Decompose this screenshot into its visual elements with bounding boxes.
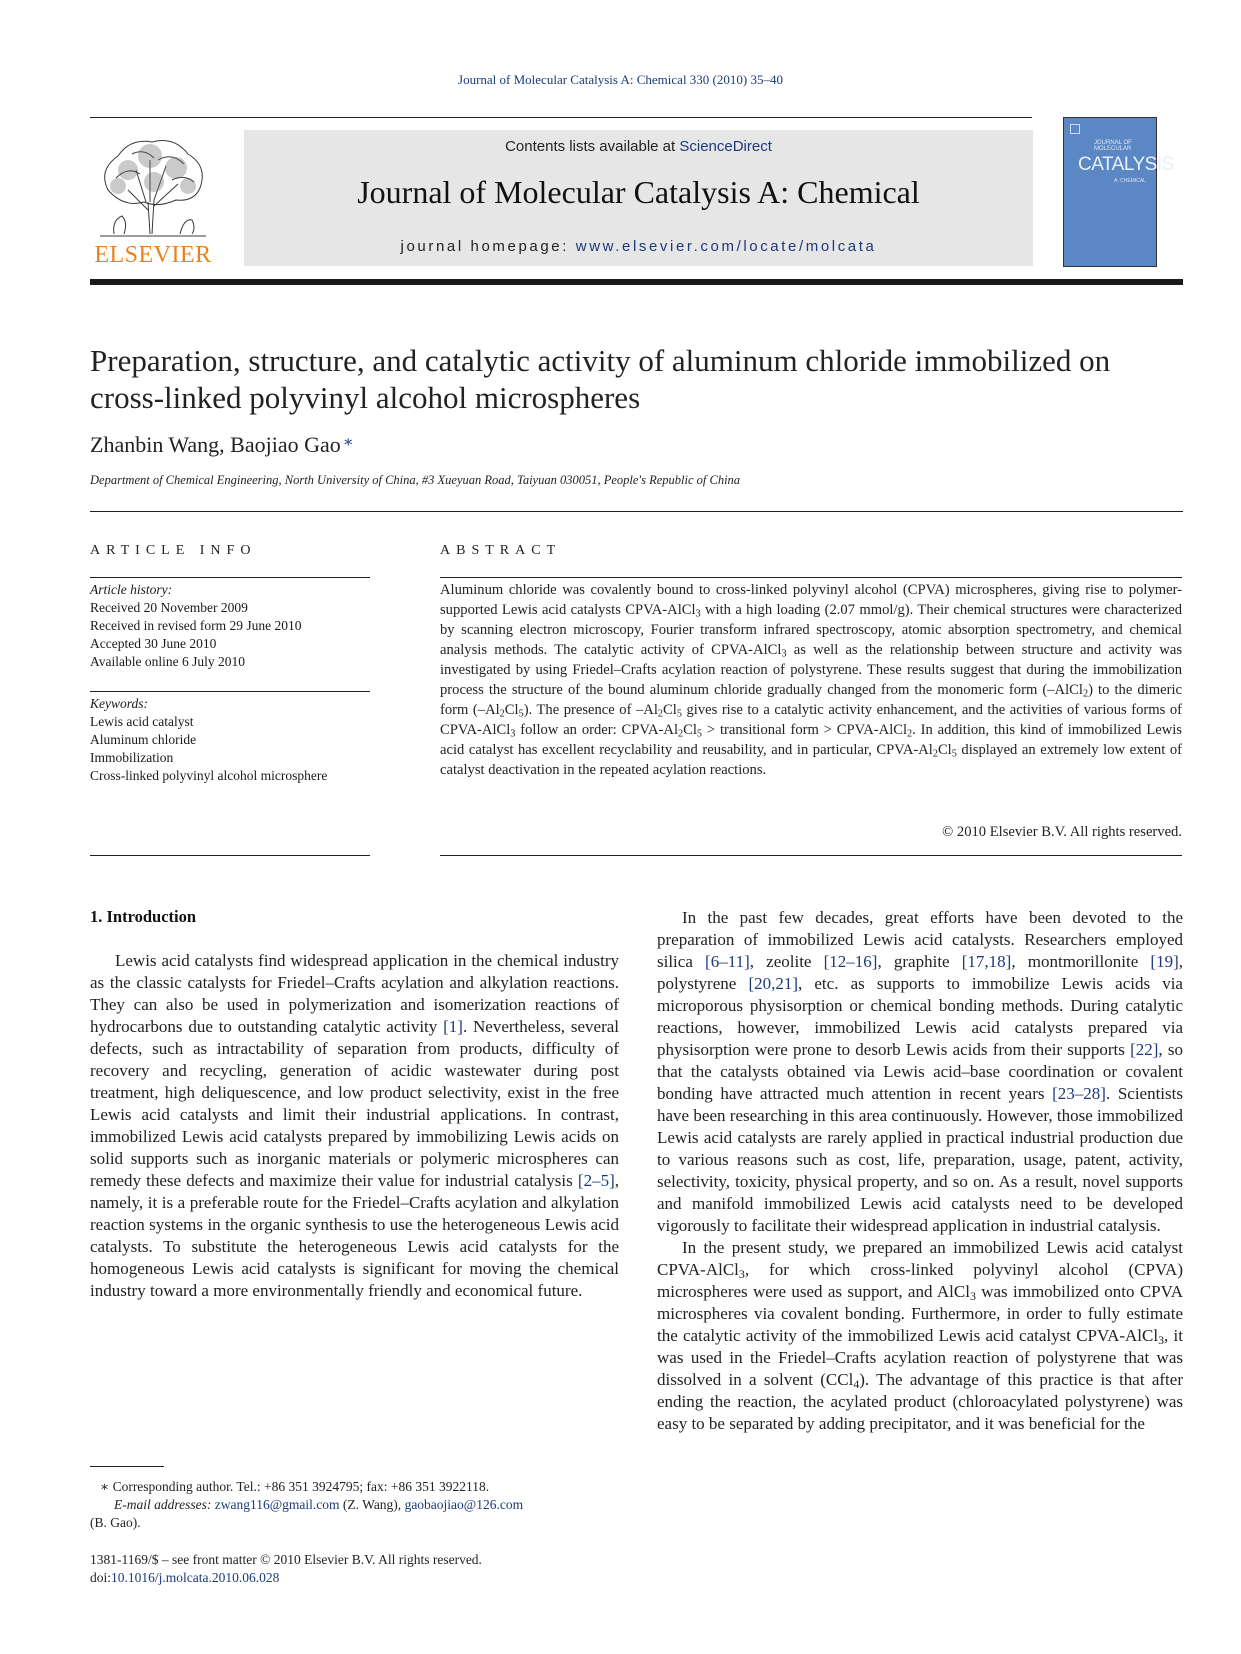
footnote-rule (90, 1466, 164, 1467)
journal-banner (244, 130, 1033, 266)
intro-paragraph-3 (657, 1237, 1183, 1435)
citation-link[interactable]: [1] (443, 1017, 463, 1036)
abstract-copyright: © 2010 Elsevier B.V. All rights reserved. (942, 824, 1182, 840)
intro-paragraph-1 (90, 950, 619, 1302)
abstract-rule (440, 577, 1182, 578)
abstract-fragment: ). The presence of –Al (523, 702, 658, 718)
footnote-line-1 (90, 1478, 630, 1496)
article-title: Preparation, structure, and catalytic activity of aluminum chloride immobilized on cross-linked polyvinyl alcohol microspheres (90, 343, 1111, 415)
doi-line (90, 1569, 630, 1587)
subscript: 3 (738, 1266, 745, 1281)
abstract-fragment: Cl (683, 722, 697, 738)
journal-title: Journal of Molecular Catalysis A: Chemical (357, 174, 920, 210)
abstract-fragment: ) to the dimeric form (–Al (440, 682, 1183, 718)
text-fragment: , polystyrene (657, 952, 1183, 993)
text-fragment: Lewis acid catalysts find widespread application in the chemical industry as the classic catalysts for Friedel–Crafts acylation and alkylation reactions. They can also be used in polymerization and isomerization reactions of hydrocarbons due to outstanding catalytic activity (90, 951, 619, 1036)
footnote-contact: Corresponding author. Tel.: +86 351 3924795; fax: +86 351 3922118. (109, 1479, 490, 1494)
footnote-line-3: (B. Gao). (90, 1515, 141, 1530)
text-fragment: , it was used in the Friedel–Crafts acylation reaction of polystyrene that was dissolved in a solvent (CCl (657, 1326, 1183, 1389)
abstract-fragment: Cl (504, 702, 519, 718)
homepage-line (244, 238, 1033, 255)
history-label: Article history: (90, 582, 173, 597)
cover-line1: JOURNAL OF MOLECULAR (1094, 140, 1132, 152)
doi-link[interactable]: 10.1016/j.molcata.2010.06.028 (111, 1570, 280, 1585)
text-fragment: , so that the catalysts obtained via Lewis acid–base coordination or covalent bonding have attracted much attention in recent years (657, 1040, 1183, 1103)
abstract-fragment: > transitional form > CPVA-AlCl (702, 722, 908, 738)
section-heading-introduction: 1. Introduction (90, 907, 197, 926)
text-fragment: , etc. as supports to immobilize Lewis acids via microporous physisorption or chemical bonding methods. During catalytic reactions, however, immobilized Lewis acid catalysts prepared via physisorption were prone to desorb Lewis acids from their supports (657, 974, 1183, 1059)
keyword: Aluminum chloride (90, 732, 197, 747)
subscript: 3 (510, 728, 516, 740)
cover-line2: CATALYSIS (1078, 154, 1174, 175)
contents-prefix: Contents lists available at (505, 138, 680, 155)
intro-left-column (90, 950, 619, 1302)
abstract-text (440, 580, 1182, 780)
history-item: Available online 6 July 2010 (90, 654, 245, 669)
keywords-label: Keywords: (90, 696, 148, 711)
homepage-prefix: journal homepage: (400, 238, 576, 255)
abstract-fragment: Cl (663, 702, 677, 718)
text-fragment: , graphite (877, 952, 962, 971)
subscript: 3 (1158, 1332, 1165, 1347)
subscript: 5 (676, 708, 682, 720)
text-fragment: , for which cross-linked polyvinyl alcohol (CPVA) microspheres were used as support, and AlCl (657, 1260, 1183, 1301)
text-fragment: In the past few decades, great efforts have been devoted to the preparation of immobilized Lewis acid catalysts. Researchers employed silica (657, 908, 1183, 971)
text-fragment: In the present study, we prepared an immobilized Lewis acid catalyst CPVA-AlCl (657, 1238, 1183, 1279)
subscript: 3 (969, 1288, 976, 1303)
cover-line3: A: CHEMICAL (1114, 178, 1146, 184)
citation-link[interactable]: [20,21] (748, 974, 799, 993)
history-item: Received in revised form 29 June 2010 (90, 618, 302, 633)
abstract-bottom-rule (440, 855, 1182, 856)
affiliation: Department of Chemical Engineering, North University of China, #3 Xueyuan Road, Taiyuan 030051, People's Republic of China (90, 473, 741, 487)
email-label: E-mail addresses: (114, 1497, 215, 1512)
subscript: 5 (696, 728, 703, 740)
intro-paragraph-2 (657, 907, 1183, 1237)
elsevier-logo (88, 130, 218, 270)
citation-link[interactable]: [2–5] (577, 1171, 615, 1190)
abstract-fragment: Cl (937, 742, 952, 758)
cover-emblem-icon (1070, 124, 1080, 134)
citation-link[interactable]: [6–11] (705, 952, 750, 971)
keywords-rule (90, 691, 370, 692)
subscript: 3 (781, 648, 787, 660)
abstract-fragment: gives rise to a catalytic activity enhancement, and the activities of various forms of CPVA-AlCl (440, 702, 1182, 738)
subscript: 5 (951, 748, 957, 760)
subscript: 2 (907, 728, 913, 740)
history-item: Received 20 November 2009 (90, 600, 248, 615)
text-fragment: ). The advantage of this practice is that after ending the reaction, the acylated product (chloroacylated polystyrene) was easy to be separated by adding precipitator, and it was beneficial for the (657, 1370, 1183, 1433)
article-history (90, 581, 370, 671)
authors (90, 432, 354, 458)
history-item: Accepted 30 June 2010 (90, 636, 217, 651)
footnote-line-2 (90, 1496, 630, 1514)
email-link-gao[interactable]: gaobaojiao@126.com (404, 1497, 524, 1512)
citation-link[interactable]: [19] (1150, 952, 1179, 971)
subscript: 2 (657, 708, 664, 720)
text-fragment: . Scientists have been researching in this area continuously. However, those immobilized Lewis acid catalysts are rarely applied in practical industrial production due to various reasons such as cost, life, preparation, usage, patent, activity, selectivity, toxicity, physical property, and so on. As a result, novel supports and manifold immobilized Lewis acid catalysts need to be developed vigorously to facilitate their widespread application in industrial catalysis. (657, 1084, 1183, 1235)
homepage-link[interactable]: www.elsevier.com/locate/molcata (575, 238, 877, 255)
subscript: 5 (518, 708, 524, 720)
citation-link[interactable]: [23–28] (1052, 1084, 1106, 1103)
subscript: 2 (678, 728, 684, 740)
running-header[interactable]: Journal of Molecular Catalysis A: Chemical 330 (2010) 35–40 (458, 72, 783, 87)
subscript: 4 (853, 1376, 860, 1391)
citation-link[interactable]: [12–16] (823, 952, 878, 971)
text-fragment: , namely, it is a preferable route for the Friedel–Crafts acylation and alkylation reaction systems in the organic synthesis to use the heterogeneous Lewis acid catalysts. To substitute the heterogeneous Lewis acid catalysts for the homogeneous Lewis acid catalysts is significant for moving the chemical industry toward a more environmentally friendly and economical future. (90, 1171, 619, 1300)
corresponding-author-mark[interactable]: ∗ (342, 434, 354, 451)
footnote-mark: ∗ (100, 1479, 110, 1494)
author-names: Zhanbin Wang, Baojiao Gao (90, 432, 341, 457)
intro-right-column (657, 907, 1183, 1435)
abstract-fragment: with a high loading (2.07 mmol/g). Their chemical structures were characterized by scanning electron microscopy, Fourier transform infrared spectroscopy, atomic absorption spectrometry, and chemical analysis methods. The catalytic activity of CPVA-AlCl (440, 602, 1182, 658)
subscript: 3 (695, 608, 701, 620)
text-fragment: , zeolite (749, 952, 824, 971)
text-fragment: , montmorillonite (1011, 952, 1151, 971)
article-info-rule (90, 577, 370, 578)
elsevier-wordmark: ELSEVIER (94, 242, 212, 268)
email-owner: (Z. Wang), (339, 1497, 405, 1512)
abstract-heading: ABSTRACT (440, 543, 562, 558)
keyword: Lewis acid catalyst (90, 714, 194, 729)
article-info-bottom-rule (90, 855, 370, 856)
keyword: Immobilization (90, 750, 174, 765)
header-thick-rule (90, 279, 1183, 285)
title-divider (90, 511, 1183, 512)
abstract-fragment: displayed an extremely low extent of catalyst deactivation in the repeated acylation reactions. (440, 742, 1182, 778)
subscript: 2 (499, 708, 505, 720)
abstract-fragment: Aluminum chloride was covalently bound to cross-linked polyvinyl alcohol (CPVA) microspheres, giving rise to polymer-supported Lewis acid catalysts CPVA-AlCl (440, 582, 1182, 618)
keyword: Cross-linked polyvinyl alcohol microsphere (90, 768, 328, 783)
contents-line (244, 138, 1033, 155)
subscript: 2 (932, 748, 938, 760)
abstract-fragment: follow an order: CPVA-Al (515, 722, 679, 738)
issn-line: 1381-1169/$ – see front matter © 2010 Elsevier B.V. All rights reserved. (90, 1552, 482, 1567)
text-fragment: was immobilized onto CPVA microspheres via covalent bonding. Furthermore, in order to fully estimate the catalytic activity of the immobilized Lewis acid catalyst CPVA-AlCl (657, 1282, 1183, 1345)
citation-link[interactable]: [22] (1130, 1040, 1159, 1059)
citation-link[interactable]: [17,18] (961, 952, 1012, 971)
footnote (90, 1478, 630, 1532)
front-matter-info (90, 1551, 630, 1587)
keywords (90, 695, 390, 785)
top-rule (90, 117, 1032, 118)
email-link-wang[interactable]: zwang116@gmail.com (214, 1497, 340, 1512)
journal-cover[interactable] (1063, 117, 1174, 267)
doi-prefix: doi: (90, 1570, 112, 1585)
article-info-heading: ARTICLE INFO (90, 543, 257, 558)
abstract-fragment: . In addition, this kind of immobilized Lewis acid catalyst has excellent recyclability and reusability, and in particular, CPVA-Al (440, 722, 1182, 758)
subscript: 2 (1082, 688, 1089, 700)
abstract-fragment: as well as the relationship between structure and activity was investigated by using Friedel–Crafts acylation reaction of polystyrene. These results suggest that during the immobilization process the structure of the bound aluminum chloride gradually changed from the monomeric form (–AlCl (440, 642, 1182, 698)
text-fragment: . Nevertheless, several defects, such as intractability of separation from products, difficulty of recovery and recycling, generation of acidic wastewater during post treatment, high deliquescence, and low product selectivity, exist in the free Lewis acid catalysts and limit their industrial applications. In contrast, immobilized Lewis acid catalysts prepared by immobilizing Lewis acids on solid supports such as inorganic materials or polymeric microspheres can remedy these defects and maximize their value for industrial catalysis (90, 1017, 620, 1190)
sciencedirect-link[interactable]: ScienceDirect (679, 138, 772, 155)
